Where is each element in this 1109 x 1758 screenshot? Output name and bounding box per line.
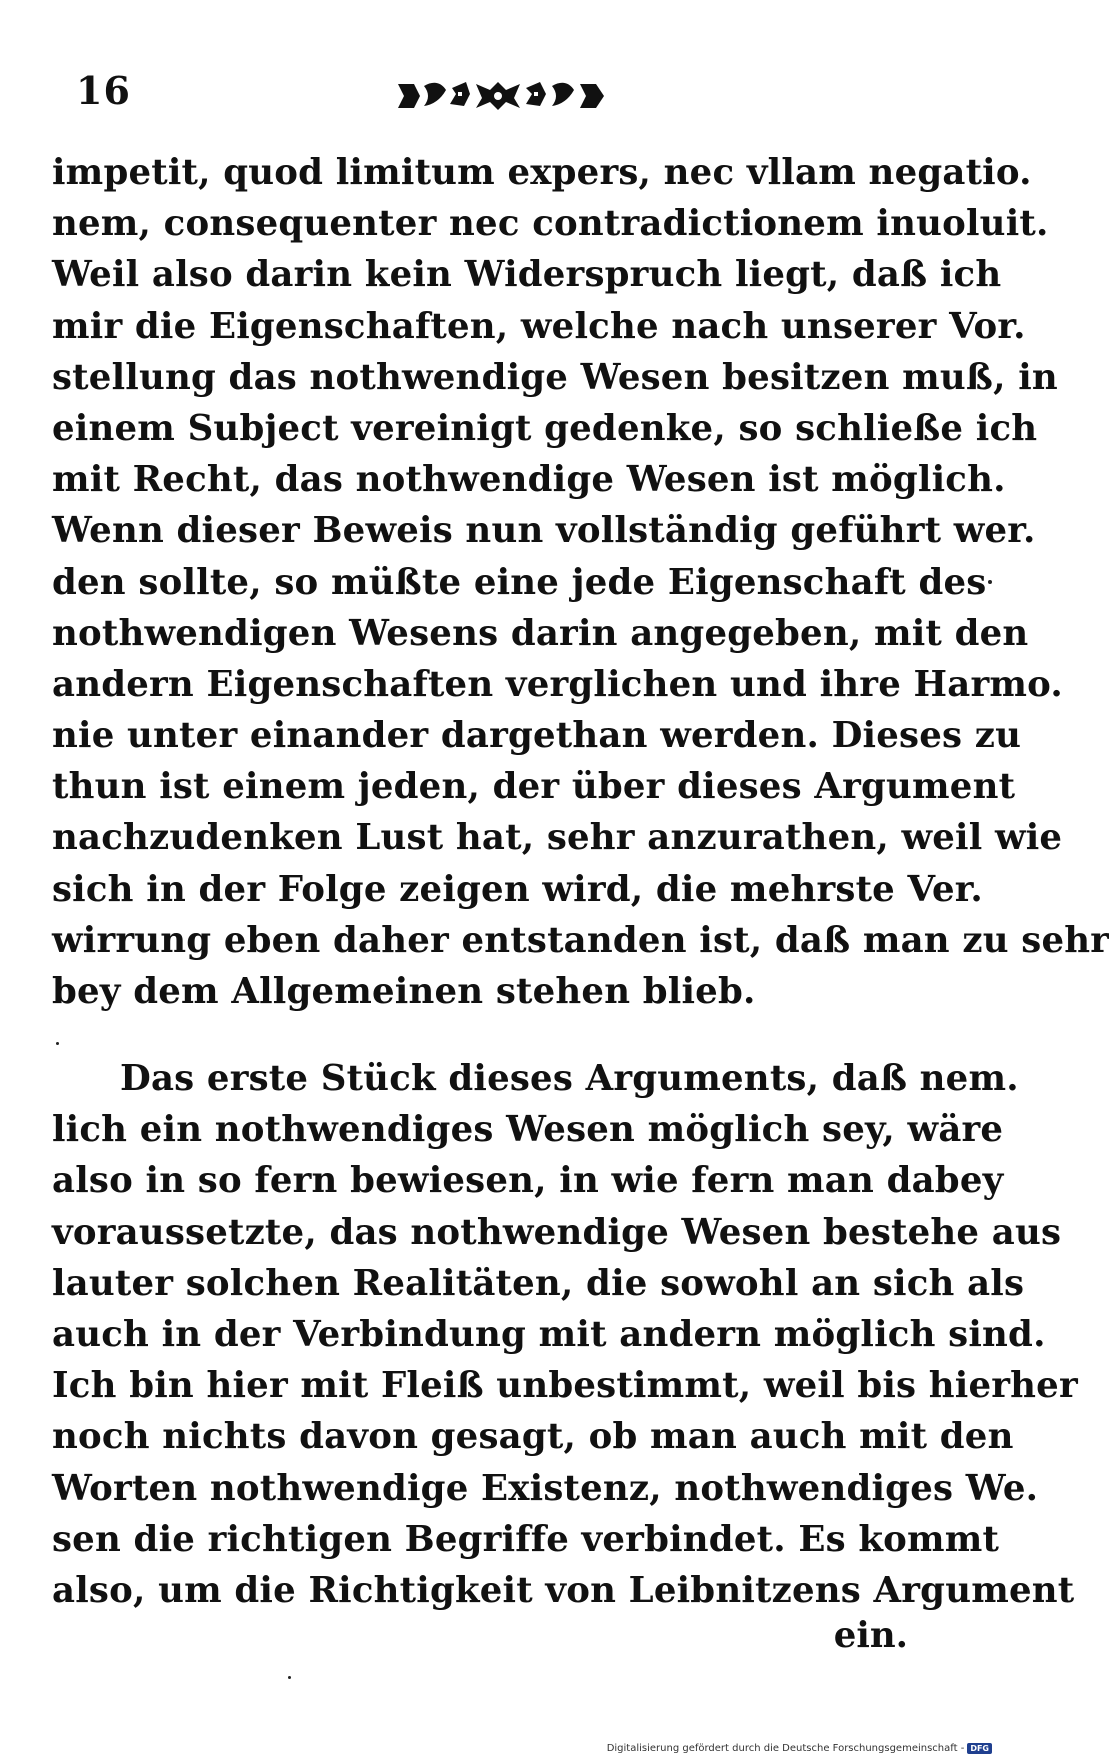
text-line: sich in der Folge zeigen wird, die mehrste Ver. [52, 868, 983, 910]
text-line: nem, consequenter nec contradictionem inuoluit. [52, 203, 1049, 245]
text-line: den sollte, so müßte eine jede Eigenschaft des [52, 561, 987, 603]
paragraph-2 [52, 1053, 1078, 1616]
text-line: auch in der Verbindung mit andern möglich sind. [52, 1313, 1046, 1355]
text-line: Worten nothwendige Existenz, nothwendiges We. [52, 1467, 1039, 1509]
page-number: 16 [76, 68, 131, 113]
footer-credit: Digitalisierung gefördert durch die Deutsche Forschungsgemeinschaft - [606, 1743, 965, 1754]
text-line: impetit, quod limitum expers, nec vllam negatio. [52, 152, 1032, 193]
paragraph-1 [52, 147, 1109, 1017]
text-line: andern Eigenschaften verglichen und ihre Harmo. [52, 663, 1063, 705]
text-line: mir die Eigenschaften, welche nach unserer Vor. [52, 305, 1026, 347]
scan-speck [56, 1042, 59, 1045]
text-line: voraussetzte, das nothwendige Wesen bestehe aus [52, 1211, 1062, 1253]
text-line: wirrung eben daher entstanden ist, daß man zu sehr [52, 919, 1109, 961]
ornamental-headpiece-icon [394, 76, 608, 114]
text-line: Wenn dieser Beweis nun vollständig geführt wer. [52, 510, 1036, 552]
text-line: noch nichts davon gesagt, ob man auch mit den [52, 1416, 1014, 1458]
text-line: sen die richtigen Begriffe verbindet. Es kommt [52, 1518, 1000, 1560]
scan-speck [288, 1676, 291, 1679]
text-line: bey dem Allgemeinen stehen blieb. [52, 971, 756, 1012]
text-line: nachzudenken Lust hat, sehr anzurathen, weil wie [52, 817, 1063, 859]
text-line: lich ein nothwendiges Wesen möglich sey, wäre [52, 1109, 1004, 1151]
text-line: mit Recht, das nothwendige Wesen ist möglich. [52, 459, 1006, 501]
dfg-logo-icon: DFG [967, 1743, 992, 1754]
text-line: Ich bin hier mit Fleiß unbestimmt, weil bis hierher [52, 1365, 1078, 1407]
text-line: Weil also darin kein Widerspruch liegt, daß ich [52, 254, 1002, 296]
digitization-footer [607, 1743, 992, 1754]
text-line: nie unter einander dargethan werden. Dieses zu [52, 715, 1022, 757]
text-line: stellung das nothwendige Wesen besitzen muß, in [52, 356, 1058, 398]
text-line: Das erste Stück dieses Arguments, daß nem. [120, 1058, 1019, 1099]
text-line: einem Subject vereinigt gedenke, so schließe ich [52, 407, 1038, 449]
text-line: nothwendigen Wesens darin angegeben, mit den [52, 612, 1029, 654]
text-line: lauter solchen Realitäten, die sowohl an sich als [52, 1262, 1025, 1304]
text-line: thun ist einem jeden, der über dieses Argument [52, 766, 1016, 808]
text-line: also in so fern bewiesen, in wie fern man dabey [52, 1160, 1004, 1202]
catchword: ein. [833, 1615, 908, 1656]
scan-speck [988, 580, 992, 584]
text-line: also, um die Richtigkeit von Leibnitzens Argument [52, 1569, 1075, 1611]
